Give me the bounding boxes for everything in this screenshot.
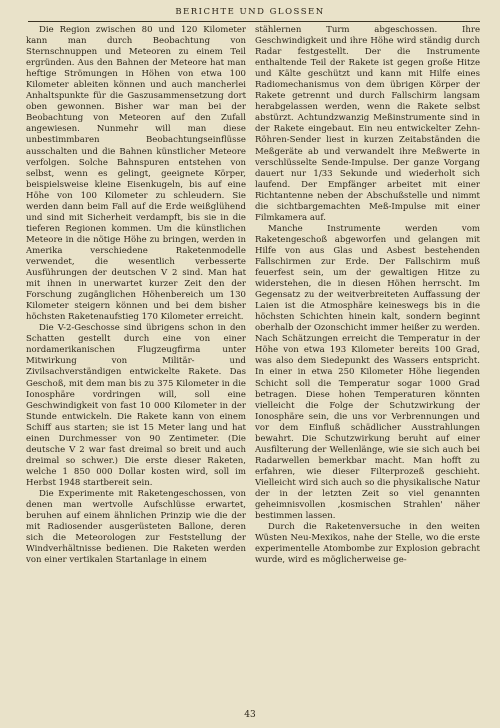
page-number: 43 bbox=[244, 710, 256, 720]
paragraph: Die V-2-Geschosse sind übrigens schon in den Schatten gestellt durch eine von einer nordamerikanischen Flugzeugfirma unter Mitwirkung von Militär- und Zivilsachverständigen entwickelte Rakete. Das Geschoß, mit dem man bis zu 375 Kilometer in die Ionosphäre vordringen will, soll eine Geschwindigkeit von fast 10 000 Kilometer in der Stunde entwickeln. Die Rakete kann von einem Schiff aus starten; sie ist 15 Meter lang und hat einen Durchmesser von 90 Zentimeter. (Die deutsche V 2 war fast dreimal so breit und auch dreimal so schwer.) Die erste dieser Raketen, welche 1 850 000 Dollar kosten wird, soll im Herbst 1948 startbereit sein. bbox=[26, 323, 246, 488]
paragraph: Die Region zwischen 80 und 120 Kilometer kann man durch Beobachtung von Sternschnuppen und Meteoren zu einem Teil ergründen. Aus den Bahnen der Meteore hat man heftige Strömungen in Höhen von etwa 100 Kilometer ableiten können und auch mancherlei Anhaltspunkte für die Gaszusammensetzung dort oben gewonnen. Bisher war man bei der Beobachtung von Meteoren auf den Zufall angewiesen. Nunmehr will man diese unbestimmbaren Beobachtungseinflüsse ausschalten und die Bahnen künstlicher Meteore verfolgen. Solche Bahnspuren entstehen von selbst, wenn es gelingt, geeignete Körper, beispielsweise kleine Eisenkugeln, bis auf eine Höhe von 100 Kilometer zu schleudern. Sie werden dann beim Fall auf die Erde weißglühend und sind mit Sicherheit verdampft, bis sie in die tieferen Regionen kommen. Um die künstlichen Meteore in die nötige Höhe zu bringen, werden in Amerika verschiedene Raketenmodelle verwendet, die wesentlich verbesserte Ausführungen der deutschen V 2 sind. Man hat mit ihnen in unerwartet kurzer Zeit den der Forschung zugänglichen Höhenbereich um 130 Kilometer steigern können und bei dem bisher höchsten Raketenaufstieg 170 Kilometer erreicht. bbox=[26, 25, 246, 323]
right-column bbox=[255, 25, 480, 705]
running-header: BERICHTE UND GLOSSEN bbox=[175, 7, 325, 17]
paragraph: Manche Instrumente werden vom Raketengeschoß abgeworfen und gelangen mit Hilfe von aus Glas und Asbest bestehenden Fallschirmen zur Erde. Der Fallschirm muß feuerfest sein, um der gewaltigen Hitze zu widerstehen, die in diesen Höhen herrscht. Im Gegensatz zu der weitverbreiteten Auffassung der Laien ist die Atmosphäre keineswegs bis in die höchsten Schichten hinein kalt, sondern beginnt oberhalb der Ozonschicht immer heißer zu werden. Nach Schätzungen erreicht die Temperatur in der Höhe von etwa 193 Kilometer bereits 100 Grad, was also dem Siedepunkt des Wassers entspricht. In einer in etwa 250 Kilometer Höhe liegenden Schicht soll die Temperatur sogar 1000 Grad betragen. Diese hohen Temperaturen könnten vielleicht die Folge der Schutzwirkung der Ionosphäre sein, die uns vor Verbrennungen und vor dem Einfluß schädlicher Ausstrahlungen bewahrt. Die Schutzwirkung beruht auf einer Ausfilterung der Wellenlänge, wie sie sich auch bei Radarwellen bemerkbar macht. Man hofft zu erfahren, wie dieser Filterprozeß geschieht. Vielleicht wird sich auch so die physikalische Natur der in der letzten Zeit so viel genannten geheimnisvollen ‚kosmischen Strahlen' näher bestimmen lassen. bbox=[255, 223, 480, 522]
header-rule bbox=[28, 21, 480, 22]
left-column bbox=[26, 25, 246, 705]
paragraph: stählernen Turm abgeschossen. Ihre Geschwindigkeit und ihre Höhe wird ständig durch Radar festgestellt. Der die Instrumente enthaltende Teil der Rakete ist gegen große Hitze und Kälte geschützt und kann mit Hilfe eines Radiomechanismus von dem übrigen Körper der Rakete getrennt und durch Fallschirm langsam herabgelassen werden, wenn die Rakete selbst abstürzt. Achtundzwanzig Meßinstrumente sind in der Rakete eingebaut. Ein neu entwickelter Zehn-Röhren-Sender liest in kurzen Zeitabständen die Meßgeräte ab und verwandelt ihre Meßwerte in verschlüsselte Sende-Impulse. Der ganze Vorgang dauert nur 1/33 Sekunde und wiederholt sich laufend. Der Empfänger arbeitet mit einer Richtantenne neben der Abschußstelle und nimmt die sichtbargemachten Meß-Impulse mit einer Filmkamera auf. bbox=[255, 25, 480, 223]
paragraph: Die Experimente mit Raketengeschossen, von denen man wertvolle Aufschlüsse erwartet, beruhen auf einem ähnlichen Prinzip wie die der mit Radiosender ausgerüsteten Ballone, deren sich die Meteorologen zur Feststellung der Windverhältnisse bedienen. Die Raketen werden von einer vertikalen Startanlage in einem bbox=[26, 488, 246, 566]
paragraph: Durch die Raketenversuche in den weiten Wüsten Neu-Mexikos, nahe der Stelle, wo die erste experimentelle Atombombe zur Explosion gebracht wurde, wird es möglicherweise ge- bbox=[255, 522, 480, 566]
